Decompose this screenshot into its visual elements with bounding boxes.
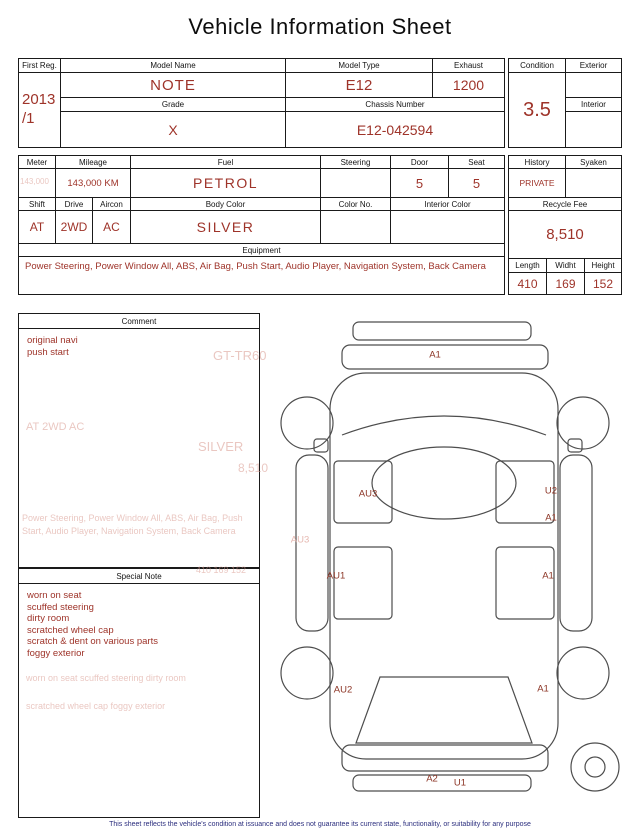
shift-label: Shift <box>19 198 56 211</box>
fuel-label: Fuel <box>131 156 321 169</box>
grade-label: Grade <box>61 98 286 112</box>
exterior-label: Exterior <box>566 59 621 73</box>
diagram-mark: A1 <box>542 570 554 582</box>
aircon-label: Aircon <box>93 198 131 211</box>
height-label: Height <box>585 259 621 273</box>
shift-value: AT <box>19 211 56 244</box>
door-value: 5 <box>391 169 449 198</box>
comment-line: push start <box>27 347 69 359</box>
body-color-label: Body Color <box>131 198 321 211</box>
color-no-value <box>321 211 391 244</box>
width-value: 169 <box>547 273 585 294</box>
comment-body <box>19 329 259 366</box>
diagram-mark: U2 <box>544 485 558 497</box>
model-name-label: Model Name <box>61 59 286 73</box>
grade-value: X <box>61 112 286 147</box>
height-value: 152 <box>592 276 614 291</box>
equipment-label: Equipment <box>19 244 504 257</box>
meter-label: Meter <box>19 156 56 169</box>
special-note-line: foggy exterior <box>27 647 85 659</box>
interior-value <box>566 112 621 147</box>
ghost-text: AT 2WD AC <box>26 421 85 433</box>
door-label: Door <box>391 156 449 169</box>
aircon-value: AC <box>93 211 131 244</box>
special-note-body <box>19 584 259 665</box>
ghost-text: GT-TR60 <box>213 348 267 363</box>
syaken-label: Syaken <box>566 156 621 169</box>
special-note-line: dirty room <box>27 613 70 625</box>
body-color-value: SILVER <box>131 211 321 244</box>
diagram-mark: A1 <box>429 349 441 361</box>
special-note-label: Special Note <box>19 569 259 584</box>
condition-value: 3.5 <box>509 73 566 147</box>
mileage-value: 143,000 KM <box>56 169 131 198</box>
chassis-number-label: Chassis Number <box>286 98 504 112</box>
ghost-text: scratched wheel cap foggy exterior <box>26 701 166 711</box>
exhaust-value: 1200 <box>433 73 504 98</box>
condition-table <box>508 58 622 148</box>
ghost-text: worn on seat scuffed steering dirty room <box>26 673 186 683</box>
syaken-value <box>566 169 621 198</box>
page-title: Vehicle Information Sheet <box>188 14 452 39</box>
first-reg-label: First Reg. <box>19 59 61 73</box>
exhaust-label: Exhaust <box>433 59 504 73</box>
diagram-mark: A2 <box>426 773 438 785</box>
vehicle-main-table <box>18 58 505 148</box>
condition-label: Condition <box>509 59 566 73</box>
special-note-line: worn on seat <box>27 590 82 601</box>
ghost-text: 8,510 <box>238 461 269 475</box>
comment-label: Comment <box>19 314 259 329</box>
drive-label: Drive <box>56 198 93 211</box>
seat-value: 5 <box>449 169 504 198</box>
drive-value: 2WD <box>56 211 93 244</box>
disclaimer-text: This sheet reflects the vehicle's condition at issuance and does not guarantee its current state, functionality, or suitability for any purpose <box>109 821 531 828</box>
ghost-text: Power Steering, Power Window All, ABS, Air Bag, Push Start, Audio Player, Navigation System, Back Camera <box>22 513 243 537</box>
history-value: PRIVATE <box>509 169 566 198</box>
model-type-value: E12 <box>286 73 433 98</box>
first-reg-month: /1 <box>22 110 35 127</box>
diagram-mark: U1 <box>453 777 467 789</box>
diagram-mark: A1 <box>545 512 557 524</box>
width-label: Widht <box>547 259 585 273</box>
model-name-value: NOTE <box>61 73 286 98</box>
diagram-mark: AU3 <box>290 534 310 546</box>
ghost-text: 410 169 152 <box>196 565 247 575</box>
recycle-fee-label: Recycle Fee <box>509 198 621 211</box>
length-value: 410 <box>509 273 547 294</box>
steering-label: Steering <box>321 156 391 169</box>
diagram-marks-layer <box>268 315 628 805</box>
diagram-mark: AU1 <box>326 570 346 582</box>
seat-label: Seat <box>449 156 504 169</box>
recycle-fee-value: 8,510 <box>509 211 621 259</box>
mileage-label: Mileage <box>56 156 131 169</box>
meter-value <box>19 169 56 198</box>
exterior-value <box>566 73 621 98</box>
ghost-text: 143,000 <box>20 177 49 186</box>
color-no-label: Color No. <box>321 198 391 211</box>
special-note-line: scratched wheel cap <box>27 624 114 636</box>
diagram-mark: AU3 <box>358 488 378 500</box>
special-note-line: scratch & dent on various parts <box>27 636 158 648</box>
diagram-mark: AU2 <box>333 684 353 696</box>
special-note-box <box>18 568 260 818</box>
interior-color-value <box>391 211 504 244</box>
vehicle-detail-table <box>18 155 505 295</box>
history-label: History <box>509 156 566 169</box>
steering-value <box>321 169 391 198</box>
vehicle-diagram <box>268 315 628 805</box>
fuel-value: PETROL <box>131 169 321 198</box>
comment-line: original navi <box>27 335 78 346</box>
interior-label: Interior <box>566 98 621 112</box>
diagram-mark: A1 <box>537 683 549 695</box>
first-reg-value <box>19 73 61 147</box>
length-label: Length <box>509 259 547 273</box>
equipment-value: Power Steering, Power Window All, ABS, Air Bag, Push Start, Audio Player, Navigation System, Back Camera <box>25 261 486 272</box>
history-fee-table <box>508 155 622 295</box>
first-reg-year: 2013 <box>22 91 56 109</box>
interior-color-label: Interior Color <box>391 198 504 211</box>
chassis-number-value: E12-042594 <box>356 121 434 138</box>
model-type-label: Model Type <box>286 59 433 73</box>
ghost-text: SILVER <box>198 439 244 454</box>
special-note-line: scuffed steering <box>27 601 94 613</box>
comment-box <box>18 313 260 568</box>
